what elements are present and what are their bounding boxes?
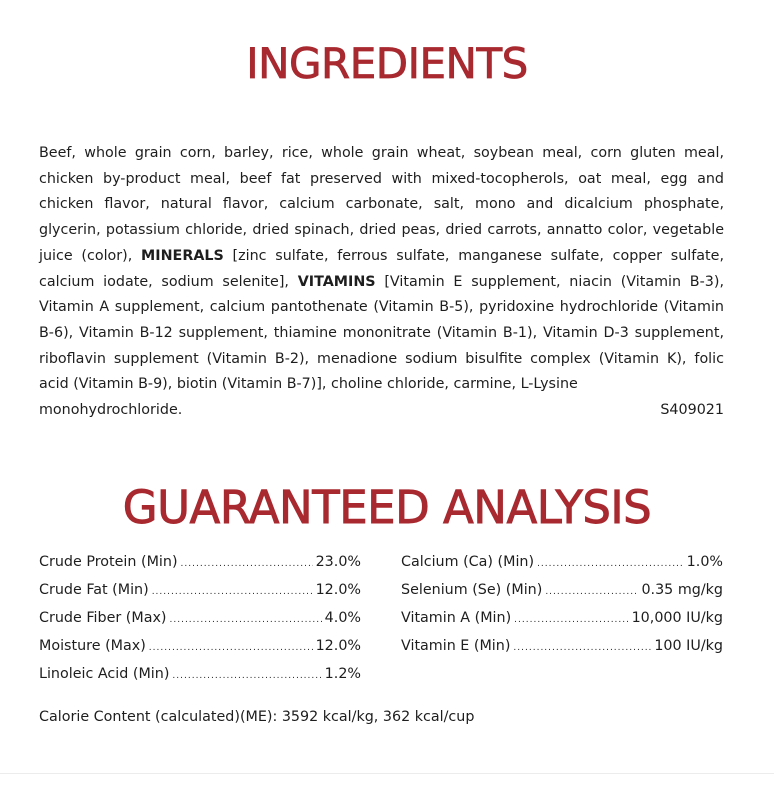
analysis-row (401, 549, 723, 577)
analysis-row (39, 661, 361, 689)
calorie-content: Calorie Content (calculated)(ME): 3592 kcal/kg, 362 kcal/cup (39, 709, 475, 725)
analysis-label: Selenium (Se) (Min) (401, 582, 543, 598)
analysis-value: 23.0% (315, 554, 361, 570)
analysis-right-column (401, 549, 723, 661)
analysis-label: Vitamin A (Min) (401, 610, 512, 626)
analysis-row (39, 633, 361, 661)
analysis-value: 1.0% (686, 554, 723, 570)
analysis-label: Linoleic Acid (Min) (39, 666, 170, 682)
leader-dots (149, 635, 313, 661)
analysis-value: 4.0% (324, 610, 361, 626)
ingredients-text-part-c: [Vitamin E supplement, niacin (Vitamin B-3), Vitamin A supplement, calcium pantothenate (Vitamin B-5), pyridoxine hydrochloride (Vitamin B-6), Vitamin B-12 supplement, thiamine mononitrate (Vitamin B-1), Vitamin D-3 supplement, riboflavin supplement (Vitamin B-2), menadione sodium bisulfite complex (Vitamin K), folic acid (Vitamin B-9), biotin (Vitamin B-7)], choline chloride, carmine, L-Lysine (39, 273, 724, 393)
minerals-label: MINERALS (141, 247, 224, 264)
product-code: S409021 (660, 402, 724, 419)
analysis-label: Vitamin E (Min) (401, 638, 511, 654)
analysis-label: Moisture (Max) (39, 638, 146, 654)
ingredients-last-word: monohydrochloride. (39, 402, 183, 419)
analysis-label: Crude Fiber (Max) (39, 610, 167, 626)
analysis-value: 100 IU/kg (654, 638, 723, 654)
ingredients-last-line (39, 398, 724, 424)
leader-dots (545, 579, 638, 605)
leader-dots (170, 607, 322, 633)
bottom-divider (0, 773, 774, 774)
analysis-row (401, 605, 723, 633)
leader-dots (181, 551, 313, 577)
analysis-row (39, 605, 361, 633)
analysis-label: Crude Fat (Min) (39, 582, 149, 598)
analysis-row (39, 577, 361, 605)
ingredients-text-part-b: [zinc sulfate, ferrous sulfate, manganese sulfate, copper sulfate, calcium iodate, sodium selenite], (39, 247, 724, 290)
analysis-value: 12.0% (315, 582, 361, 598)
leader-dots (513, 635, 651, 661)
leader-dots (152, 579, 313, 605)
analysis-label: Calcium (Ca) (Min) (401, 554, 535, 570)
ingredients-text (39, 141, 724, 424)
analysis-value: 0.35 mg/kg (641, 582, 723, 598)
leader-dots (172, 663, 321, 689)
guaranteed-analysis-title: GUARANTEED ANALYSIS (122, 481, 652, 534)
leader-dots (537, 551, 684, 577)
analysis-row (401, 577, 723, 605)
analysis-row (39, 549, 361, 577)
leader-dots (514, 607, 628, 633)
analysis-left-column (39, 549, 361, 689)
analysis-value: 10,000 IU/kg (631, 610, 723, 626)
ingredients-text-part-a: Beef, whole grain corn, barley, rice, whole grain wheat, soybean meal, corn gluten meal, chicken by-product meal, beef fat preserved with mixed-tocopherols, oat meal, egg and chicken flavor, natural flavor, calcium carbonate, salt, mono and dicalcium phosphate, glycerin, potassium chloride, dried spinach, dried peas, dried carrots, annatto color, vegetable juice (color), (39, 145, 724, 264)
analysis-value: 12.0% (315, 638, 361, 654)
vitamins-label: VITAMINS (297, 273, 376, 290)
analysis-value: 1.2% (324, 666, 361, 682)
analysis-label: Crude Protein (Min) (39, 554, 178, 570)
ingredients-title: INGREDIENTS (246, 39, 528, 88)
analysis-row (401, 633, 723, 661)
